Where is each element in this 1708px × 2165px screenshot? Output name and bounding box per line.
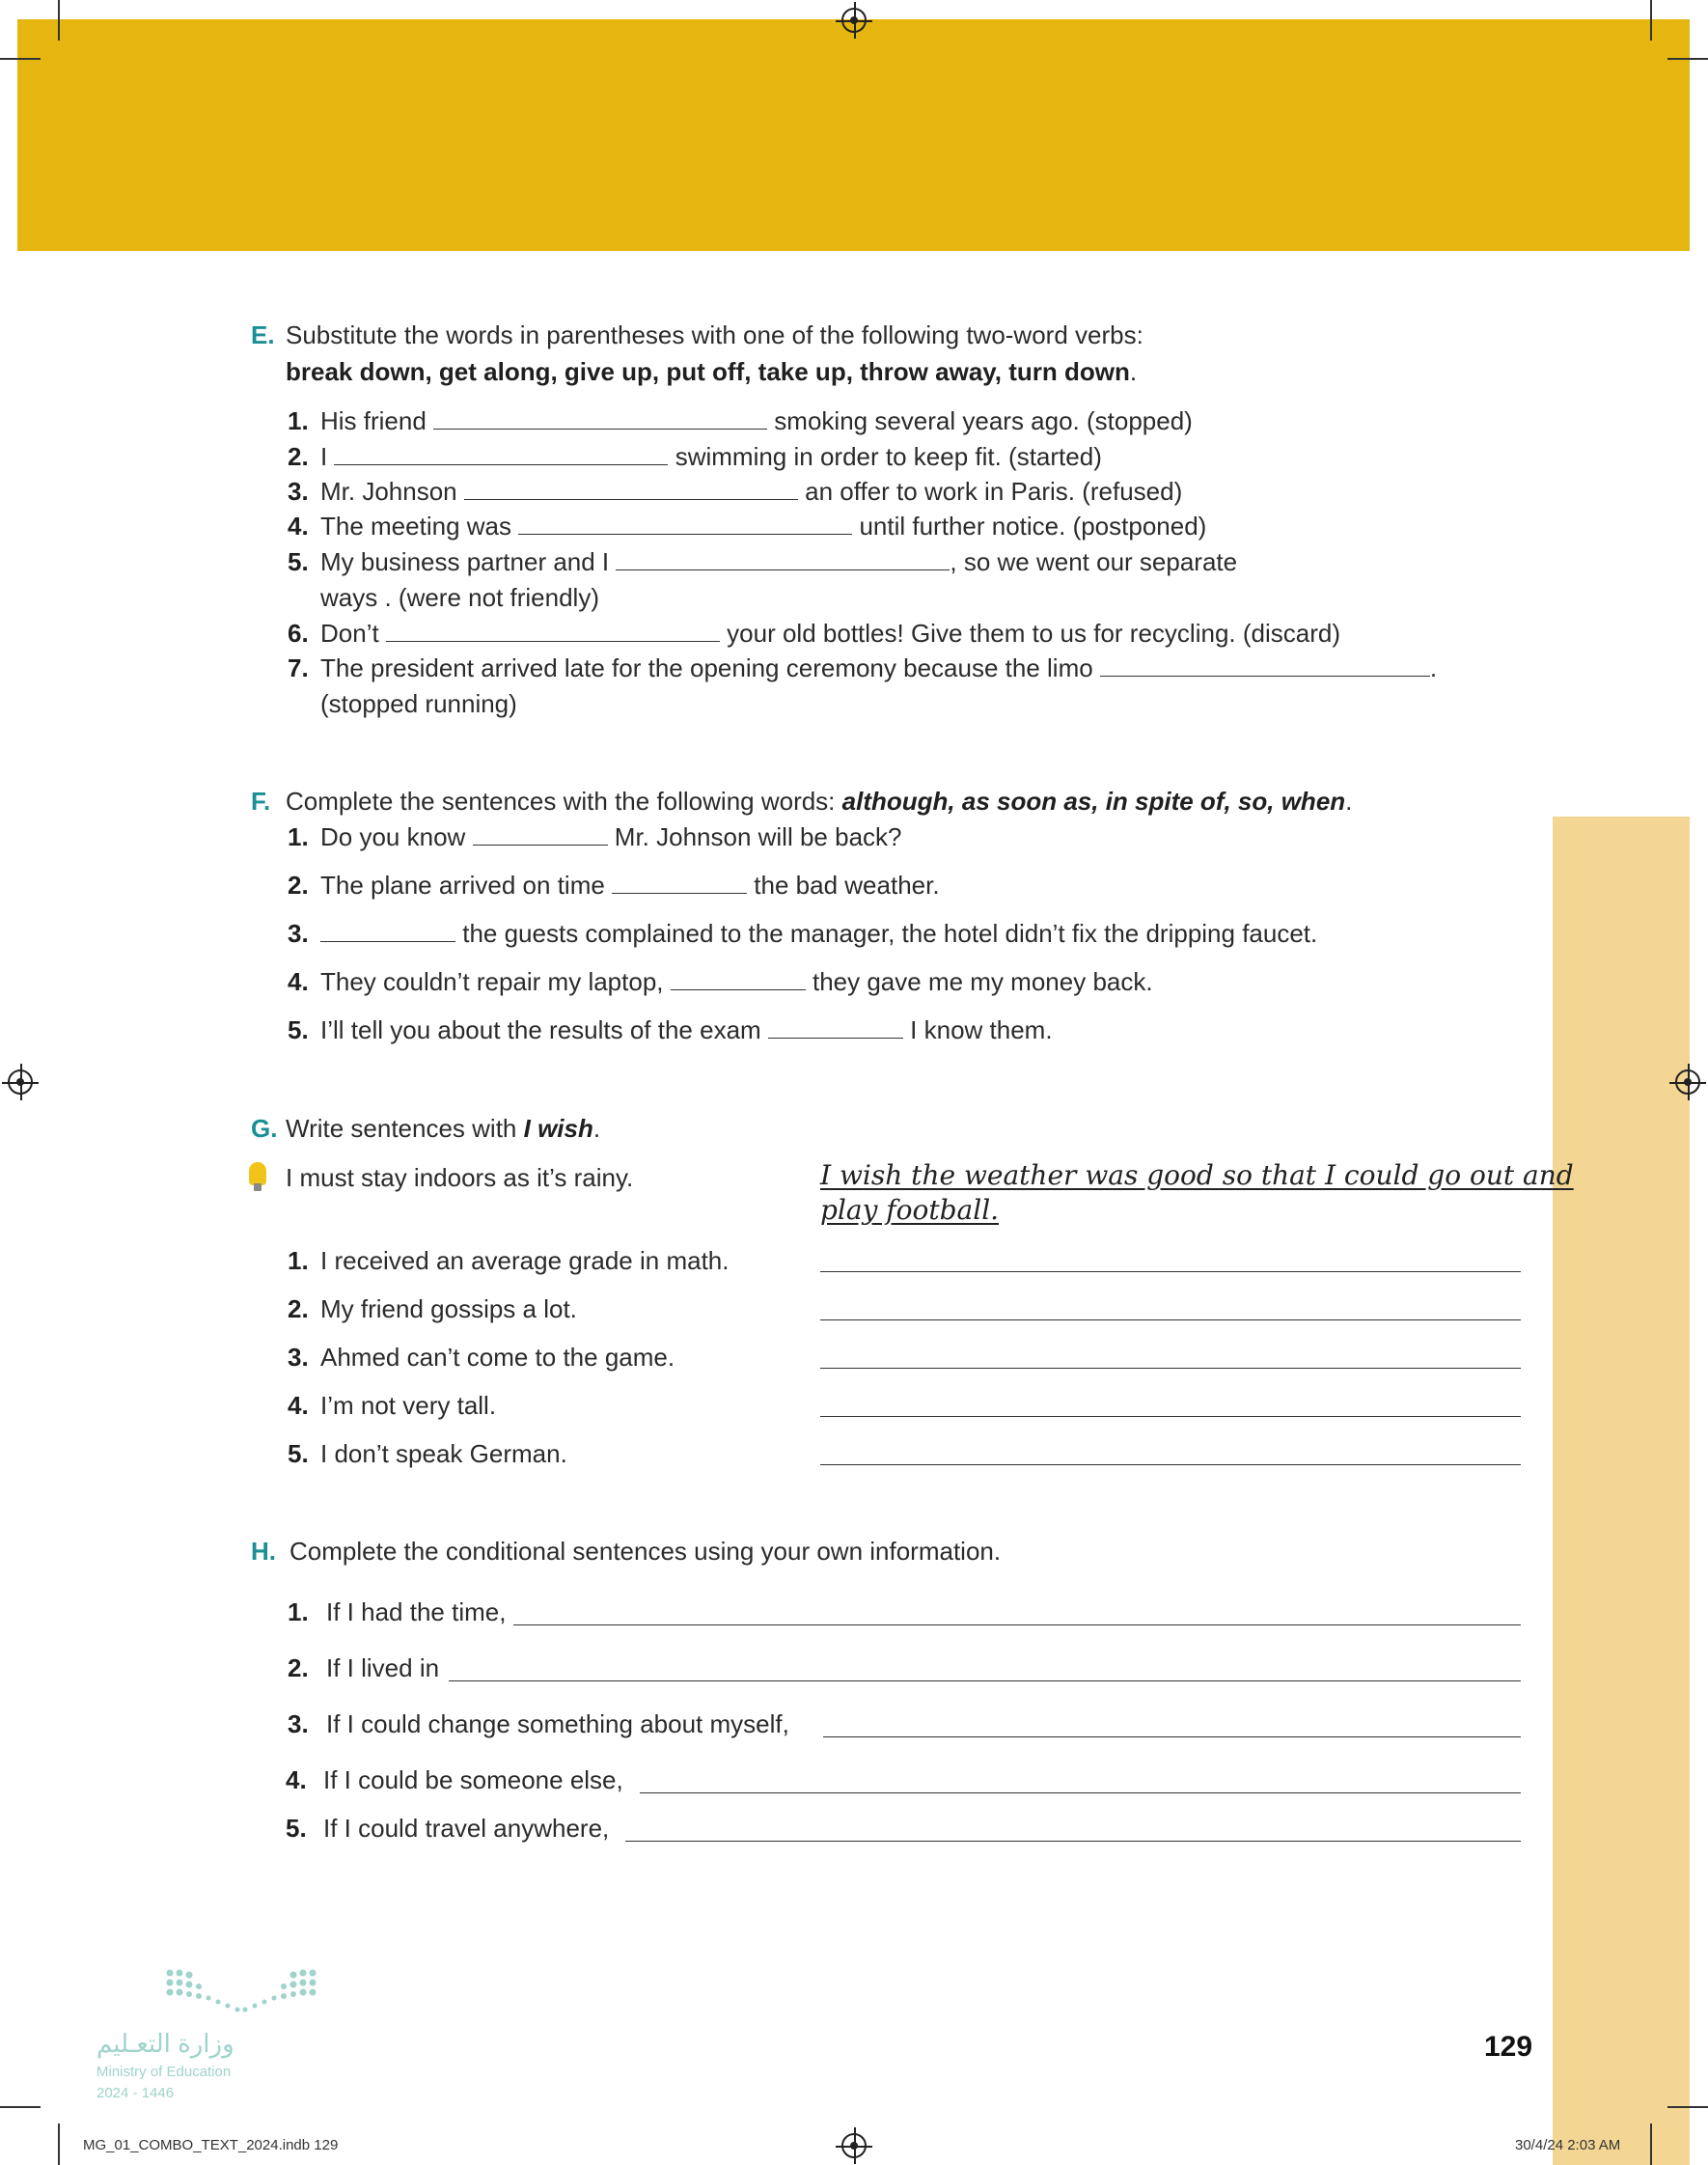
answer-line[interactable] <box>820 1464 1521 1465</box>
answer-blank[interactable] <box>433 407 767 430</box>
item-number: 1. <box>288 1246 309 1275</box>
exercise-item: Do you know Mr. Johnson will be back? <box>320 822 902 851</box>
answer-blank[interactable] <box>320 920 455 942</box>
exercise-item: My business partner and I , so we went our separate <box>320 547 1238 576</box>
item-number: 5. <box>286 1814 307 1843</box>
exercise-item: If I lived in <box>326 1653 440 1682</box>
exercise-item: I swimming in order to keep fit. (started) <box>320 442 1102 471</box>
answer-line[interactable] <box>640 1792 1521 1793</box>
verb-list: break down, get along, give up, put off, take up, throw away, turn down. <box>286 357 1138 386</box>
exercise-item: the guests complained to the manager, the hotel didn’t fix the dripping faucet. <box>320 919 1317 948</box>
item-number: 4. <box>286 1765 307 1794</box>
item-number: 3. <box>288 1343 309 1372</box>
answer-blank[interactable] <box>464 478 798 500</box>
exercise-item: I’ll tell you about the results of the exam I know them. <box>320 1015 1053 1044</box>
example-answer-line-1: I wish the weather was good so that I could go out and <box>820 1159 1574 1191</box>
item-number: 5. <box>288 1015 309 1044</box>
exercise-item: His friend smoking several years ago. (stopped) <box>320 406 1193 435</box>
exercise-item: My friend gossips a lot. <box>320 1294 577 1323</box>
answer-blank[interactable] <box>473 823 608 846</box>
section-instruction: Substitute the words in parentheses with one of the following two-word verbs: <box>286 320 1143 349</box>
header-color-band <box>17 19 1690 251</box>
example-prompt: I must stay indoors as it’s rainy. <box>286 1163 634 1192</box>
item-number: 1. <box>288 406 309 435</box>
registration-mark-icon <box>8 1069 33 1095</box>
answer-blank[interactable] <box>616 548 950 570</box>
section-instruction: Complete the conditional sentences using your own information. <box>289 1537 1002 1566</box>
answer-blank[interactable] <box>334 443 668 465</box>
item-number: 5. <box>288 1439 309 1468</box>
answer-line[interactable] <box>625 1841 1521 1842</box>
crop-mark <box>1667 58 1708 60</box>
exercise-item-continuation: (stopped running) <box>320 689 517 718</box>
item-number: 3. <box>288 1709 309 1738</box>
footer-date: 30/4/24 2:03 AM <box>1515 2137 1621 2153</box>
exercise-item: If I could change something about myself, <box>326 1709 789 1738</box>
item-number: 2. <box>288 1653 309 1682</box>
answer-blank[interactable] <box>1100 654 1430 677</box>
exercise-item: I’m not very tall. <box>320 1391 497 1420</box>
exercise-item: If I had the time, <box>326 1597 507 1626</box>
ministry-logo-icon <box>164 1967 318 2017</box>
ministry-name-english: Ministry of Education <box>96 2064 232 2080</box>
item-number: 1. <box>288 1597 309 1626</box>
item-number: 4. <box>288 967 309 996</box>
crop-mark <box>1650 2123 1652 2165</box>
ministry-name-arabic: وزارة التعـليم <box>96 2029 234 2058</box>
exercise-item: The president arrived late for the opening ceremony because the limo . <box>320 653 1438 682</box>
section-letter: G. <box>251 1114 278 1143</box>
answer-line[interactable] <box>820 1416 1521 1417</box>
item-number: 4. <box>288 1391 309 1420</box>
exercise-item-continuation: ways . (were not friendly) <box>320 583 599 612</box>
answer-line[interactable] <box>823 1736 1521 1737</box>
section-letter: H. <box>251 1537 276 1566</box>
registration-mark-icon <box>841 2133 867 2158</box>
item-number: 2. <box>288 871 309 900</box>
item-number: 3. <box>288 477 309 506</box>
answer-blank[interactable] <box>768 1016 903 1039</box>
crop-mark <box>0 58 41 60</box>
footer-file-info: MG_01_COMBO_TEXT_2024.indb 129 <box>83 2137 339 2153</box>
item-number: 5. <box>288 547 309 576</box>
answer-blank[interactable] <box>671 968 806 990</box>
answer-blank[interactable] <box>612 872 747 894</box>
exercise-item: The plane arrived on time the bad weather. <box>320 871 940 900</box>
exercise-item: If I could be someone else, <box>323 1765 623 1794</box>
item-number: 3. <box>288 919 309 948</box>
section-letter: E. <box>251 320 275 349</box>
exercise-item: I don’t speak German. <box>320 1439 567 1468</box>
item-number: 1. <box>288 822 309 851</box>
answer-blank[interactable] <box>386 620 720 642</box>
answer-line[interactable] <box>820 1271 1521 1272</box>
answer-blank[interactable] <box>518 513 852 535</box>
crop-mark <box>1650 0 1652 41</box>
exercise-item: They couldn’t repair my laptop, they gave me my money back. <box>320 967 1153 996</box>
exercise-item: I received an average grade in math. <box>320 1246 730 1275</box>
side-color-strip <box>1553 817 1690 2165</box>
ministry-year: 2024 - 1446 <box>96 2085 175 2101</box>
answer-line[interactable] <box>449 1680 1521 1681</box>
answer-line[interactable] <box>820 1319 1521 1320</box>
registration-mark-icon <box>841 8 867 33</box>
item-number: 7. <box>288 653 309 682</box>
crop-mark <box>58 2123 60 2165</box>
answer-line[interactable] <box>513 1624 1521 1625</box>
section-letter: F. <box>251 787 271 816</box>
item-number: 4. <box>288 512 309 541</box>
crop-mark <box>0 2106 41 2108</box>
item-number: 6. <box>288 619 309 648</box>
exercise-item: Mr. Johnson an offer to work in Paris. (refused) <box>320 477 1183 506</box>
example-answer-line-2: play football. <box>820 1194 1000 1226</box>
item-number: 2. <box>288 1294 309 1323</box>
exercise-item: Don’t your old bottles! Give them to us for recycling. (discard) <box>320 619 1340 648</box>
section-instruction: Complete the sentences with the following words: although, as soon as, in spite of, so, when. <box>286 787 1353 816</box>
exercise-item: The meeting was until further notice. (postponed) <box>320 512 1207 541</box>
section-instruction: Write sentences with I wish. <box>286 1114 601 1143</box>
crop-mark <box>1667 2106 1708 2108</box>
lightbulb-icon <box>249 1162 266 1185</box>
answer-line[interactable] <box>820 1368 1521 1369</box>
exercise-item: Ahmed can’t come to the game. <box>320 1343 675 1372</box>
exercise-item: If I could travel anywhere, <box>323 1814 610 1843</box>
registration-mark-icon <box>1675 1069 1700 1095</box>
page-number: 129 <box>1484 2031 1533 2063</box>
crop-mark <box>58 0 60 41</box>
item-number: 2. <box>288 442 309 471</box>
